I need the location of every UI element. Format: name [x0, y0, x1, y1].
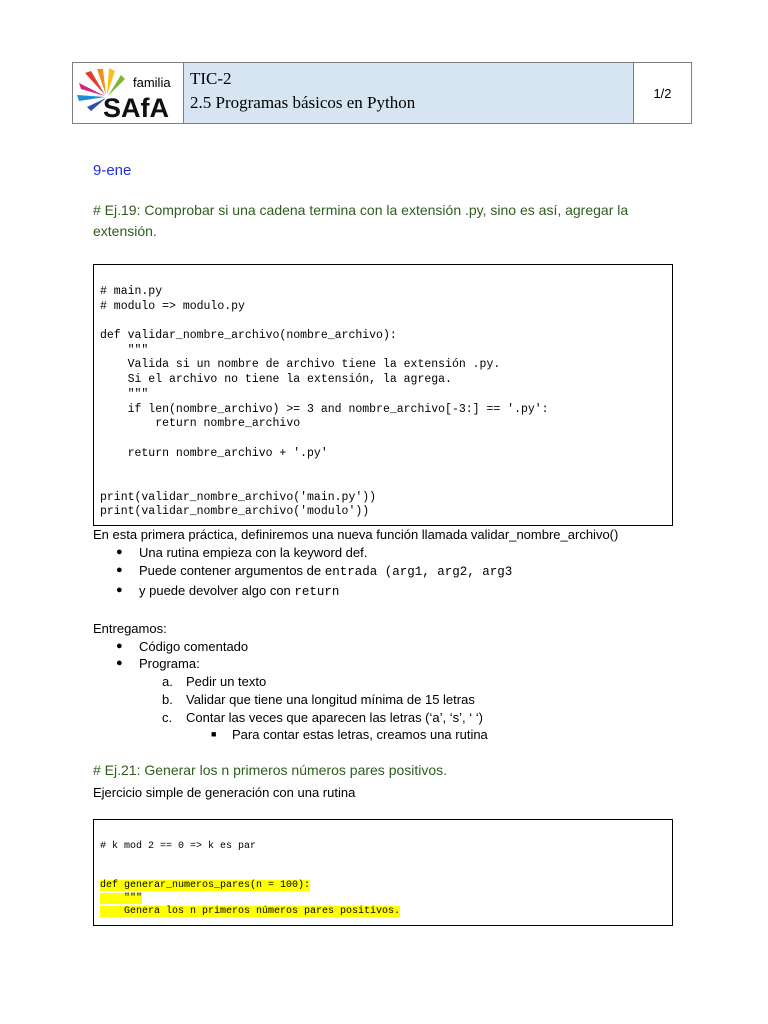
code-line: """	[100, 343, 149, 357]
sub-list-text: Pedir un texto	[186, 674, 267, 689]
code-line	[100, 853, 672, 866]
inline-code: return	[294, 585, 340, 599]
code-line: print(validar_nombre_archivo('main.py'))	[100, 490, 377, 504]
code-line: # modulo => modulo.py	[100, 299, 245, 313]
deliver-heading: Entregamos:	[93, 621, 167, 636]
list-marker: c.	[162, 710, 173, 725]
highlighted-code: def generar_numeros_pares(n = 100):	[100, 880, 311, 891]
date-heading: 9-ene	[93, 162, 132, 179]
code-line: return nombre_archivo	[100, 417, 301, 431]
sub-list-text: Contar las veces que aparecen las letras (‘a’, ‘s’, ‘ ‘)	[186, 710, 483, 725]
code-line: Si el archivo no tiene la extensión, la agrega.	[100, 373, 452, 387]
exercise-21-description: Ejercicio simple de generación con una rutina	[93, 785, 356, 800]
code-line	[100, 879, 672, 892]
exercise-19-title: # Ej.19: Comprobar si una cadena termina con la extensión .py, sino es así, agregar la extensión.	[93, 202, 629, 239]
code-line	[100, 892, 672, 905]
code-line	[100, 866, 672, 879]
code-line: def validar_nombre_archivo(nombre_archivo):	[100, 329, 397, 343]
bullet-icon: ●	[116, 546, 123, 558]
code-line	[100, 314, 672, 329]
bullet-icon: ●	[116, 584, 123, 596]
code-line: if len(nombre_archivo) >= 3 and nombre_archivo[-3:] == '.py':	[100, 402, 549, 416]
bullet-icon: ●	[116, 657, 123, 669]
code-block-ex19	[93, 264, 673, 526]
sub-sub-list-item	[0, 726, 768, 746]
list-item	[0, 582, 768, 602]
list-item-text: Código comentado	[139, 639, 249, 654]
list-item	[0, 544, 768, 564]
list-item-text: y puede devolver algo con	[139, 583, 295, 598]
sub-list-item	[0, 691, 768, 711]
document-header	[72, 62, 692, 124]
code-line: print(validar_nombre_archivo('modulo'))	[100, 505, 370, 519]
code-line: return nombre_archivo + '.py'	[100, 446, 328, 460]
list-item-text: Puede contener argumentos de	[139, 563, 325, 578]
bullet-icon: ●	[116, 564, 123, 576]
list-item-text: Una rutina empieza con la keyword def.	[139, 545, 368, 560]
code-line: # k mod 2 == 0 => k es par	[100, 841, 257, 852]
svg-text:SAfA: SAfA	[103, 93, 169, 123]
intro-paragraph: En esta primera práctica, definiremos una nueva función llamada validar_nombre_archivo()	[93, 527, 619, 542]
highlighted-code: Genera los n primeros números pares positivos.	[100, 906, 401, 917]
highlighted-code: """	[100, 893, 143, 904]
list-item	[0, 655, 768, 675]
sub-list-item	[0, 673, 768, 693]
logo-cell	[73, 63, 184, 123]
bullet-icon: ●	[116, 640, 123, 652]
square-bullet-icon: ■	[211, 729, 217, 739]
svg-text:familia: familia	[133, 75, 171, 90]
sub-sub-list-text: Para contar estas letras, creamos una rutina	[232, 727, 488, 742]
code-line	[100, 905, 672, 918]
list-marker: a.	[162, 674, 173, 689]
code-block-ex21	[93, 819, 673, 926]
code-line	[100, 432, 672, 447]
code-line	[100, 476, 672, 491]
code-line: Valida si un nombre de archivo tiene la extensión .py.	[100, 358, 501, 372]
exercise-21-title: # Ej.21: Generar los n primeros números pares positivos.	[93, 762, 448, 778]
code-line: # main.py	[100, 285, 163, 298]
code-line: """	[100, 387, 149, 401]
inline-code: entrada (arg1, arg2, arg3	[324, 565, 513, 579]
code-line	[100, 461, 672, 476]
list-item	[0, 562, 768, 582]
safa-logo	[75, 65, 181, 123]
header-title-cell	[184, 63, 634, 123]
list-marker: b.	[162, 692, 173, 707]
list-item-text: Programa:	[139, 656, 200, 671]
lesson-subtitle: 2.5 Programas básicos en Python	[190, 93, 416, 112]
course-title: TIC-2	[190, 69, 232, 88]
page-number: 1/2	[653, 85, 672, 101]
sub-list-text: Validar que tiene una longitud mínima de 15 letras	[186, 692, 475, 707]
